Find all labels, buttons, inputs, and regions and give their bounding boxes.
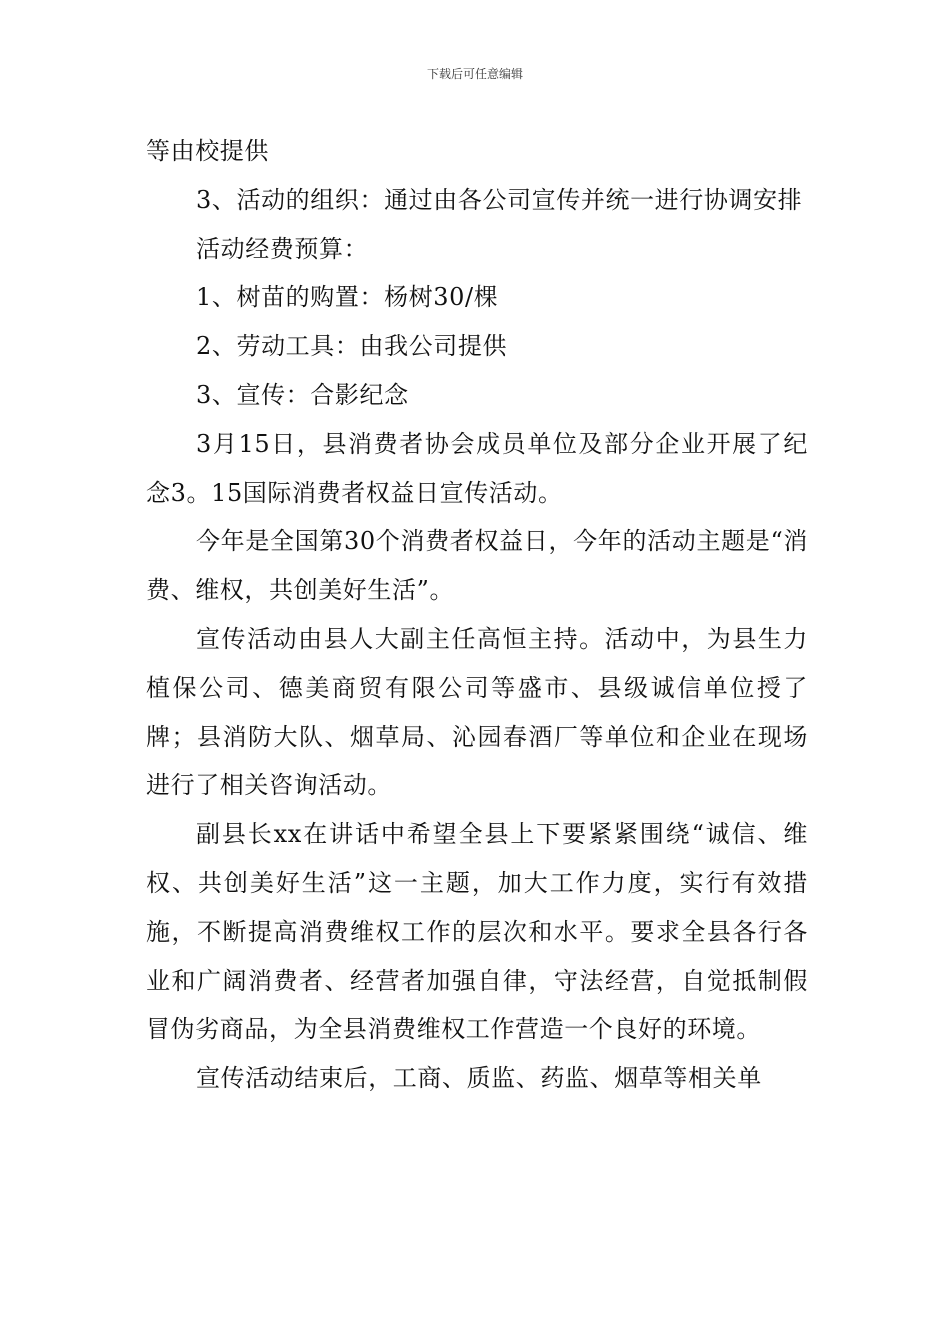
page-header-note: 下载后可任意编辑 — [426, 67, 523, 81]
paragraph-1: 等由校提供 — [146, 137, 269, 165]
paragraph-4: 1、树苗的购置：杨树30/棵 — [196, 283, 499, 312]
paragraph-3: 活动经费预算： — [196, 234, 369, 263]
paragraph-5: 2、劳动工具：由我公司提供 — [196, 332, 508, 361]
paragraph-7: 3月15日，县消费者协会成员单位及部分企业开展了纪念3。15国际消费者权益日宣传活动。 — [146, 429, 808, 507]
paragraph-2: 3、活动的组织：通过由各公司宣传并统一进行协调安排 — [196, 185, 803, 214]
paragraph-6: 3、宣传：合影纪念 — [196, 380, 409, 409]
paragraph-8: 今年是全国第30个消费者权益日，今年的活动主题是“消费、维权，共创美好生活”。 — [146, 527, 808, 605]
document-body — [146, 127, 808, 1103]
paragraph-11: 宣传活动结束后，工商、质监、药监、烟草等相关单 — [196, 1064, 762, 1093]
paragraph-9: 宣传活动由县人大副主任高恒主持。活动中，为县生力植保公司、德美商贸有限公司等盛市、县级诚信单位授了牌；县消防大队、烟草局、沁园春酒厂等单位和企业在现场进行了相关咨询活动。 — [146, 624, 808, 800]
paragraph-10: 副县长xx在讲话中希望全县上下要紧紧围绕“诚信、维权、共创美好生活”这一主题，加大工作力度，实行有效措施，不断提高消费维权工作的层次和水平。要求全县各行各业和广阔消费者、经营者加强自律，守法经营，自觉抵制假冒伪劣商品，为全县消费维权工作营造一个良好的环境。 — [146, 820, 808, 1044]
